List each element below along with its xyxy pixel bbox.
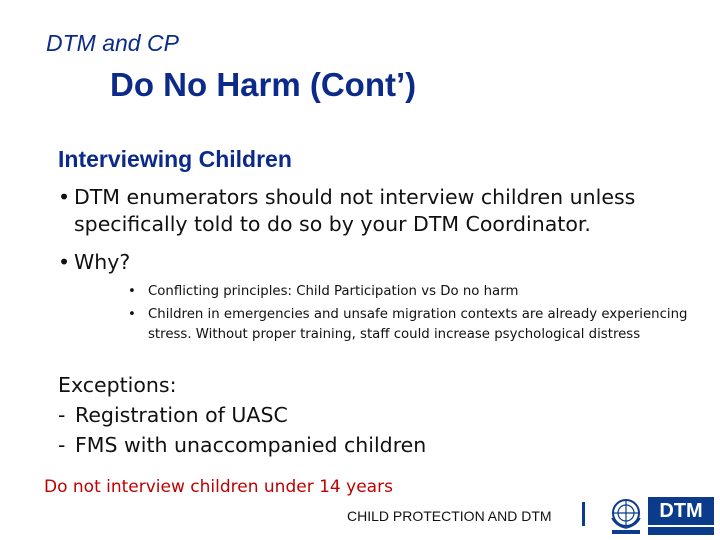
sub-bullet-text: Children in emergencies and unsafe migration contexts are already experiencing stress. Without proper training, staff could increase psychological distress bbox=[148, 307, 688, 342]
exception-item bbox=[58, 400, 678, 430]
sub-bullet-symbol: • bbox=[128, 284, 136, 299]
exception-dash: - bbox=[58, 433, 66, 457]
exceptions-block bbox=[58, 370, 678, 460]
dtm-logo-badge: DTM bbox=[648, 497, 714, 525]
sub-bullet-item bbox=[128, 282, 708, 302]
sub-bullet-item bbox=[128, 305, 708, 344]
dtm-logo bbox=[606, 494, 714, 538]
footer-text: CHILD PROTECTION AND DTM bbox=[347, 508, 552, 524]
exception-text: FMS with unaccompanied children bbox=[75, 433, 427, 457]
slide-kicker: DTM and CP bbox=[46, 30, 179, 56]
bullet-text: DTM enumerators should not interview children unless specifically told to do so by your DTM Coordinator. bbox=[74, 185, 636, 236]
exception-text: Registration of UASC bbox=[75, 403, 288, 427]
bullet-symbol: • bbox=[58, 185, 71, 209]
exception-dash: - bbox=[58, 403, 66, 427]
sub-bullet-text: Conflicting principles: Child Participation vs Do no harm bbox=[148, 284, 519, 299]
dtm-logo-tagline-bar bbox=[648, 527, 714, 535]
section-heading: Interviewing Children bbox=[58, 146, 292, 172]
warning-note: Do not interview children under 14 years bbox=[44, 477, 393, 497]
slide-title: Do No Harm (Cont’) bbox=[110, 66, 417, 103]
un-migration-emblem-icon bbox=[606, 496, 646, 536]
footer-divider bbox=[582, 502, 585, 526]
bullet-symbol: • bbox=[58, 250, 71, 274]
exceptions-heading: Exceptions: bbox=[58, 373, 177, 397]
exception-item bbox=[58, 430, 678, 460]
bullet-item bbox=[58, 184, 708, 238]
sub-bullet-symbol: • bbox=[128, 307, 136, 322]
bullet-text: Why? bbox=[74, 250, 131, 274]
bullet-item bbox=[58, 249, 708, 276]
